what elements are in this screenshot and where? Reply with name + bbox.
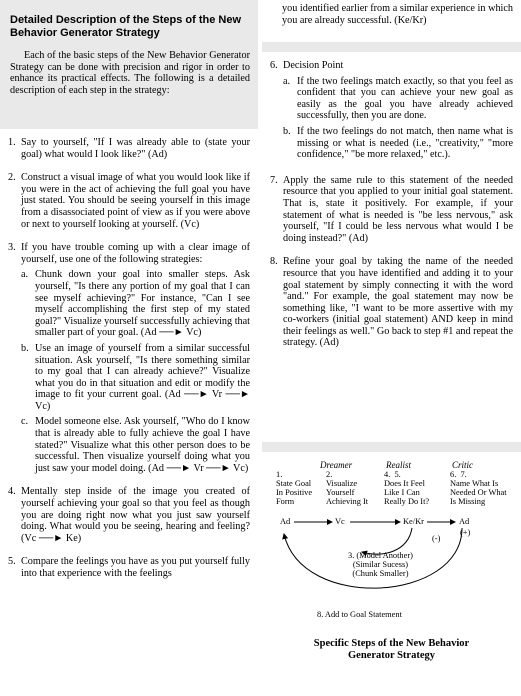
step-8-label: 8. Add to Goal Statement — [317, 610, 402, 619]
step-text: Say to yourself, "If I was already able to (state your goal) what would I look like?" (Ad) — [21, 137, 250, 160]
step-text: Apply the same rule to this statement of the needed resource that you applied to your initial goal statement. That is, state it positively. For example, if your statement of what is needed is "be less nervous," ask yourself, "If I could be less nervous what would I be doing instead?" (Ad) — [283, 174, 513, 244]
substep-text: Model someone else. Ask yourself, "Who do I know that is already able to fully achieve the goal I have stated?" Visualize what this other person does to be successful. Then visualize yourself doing what you just saw your model doing. (Ad ──► Vr ──► Vc) — [35, 416, 250, 474]
step-number: 3. — [8, 242, 16, 254]
minus-label: (-) — [432, 534, 441, 543]
step-text: Compare the feelings you have as you put yourself fully into that experience with the feelings — [21, 556, 250, 579]
step-4 — [8, 486, 250, 544]
step-text: Construct a visual image of what you would look like if you were in the act of achieving the full goal you have just stated. You should be seeing yourself in this image from a disassociated point of view as if you were above or next to yourself looking at yourself. (Vc) — [21, 172, 250, 230]
critic-heading: Critic — [452, 460, 474, 470]
steps-6-8 — [262, 52, 521, 442]
node-ke-kr: Ke/Kr — [403, 517, 424, 526]
step-number: 2. — [8, 172, 16, 184]
step-3c — [21, 416, 250, 474]
substep-text: Use an image of yourself from a similar successful situation. Ask yourself, "Is there something similar to my goal that I can already achieve?" Visualize what you do in that situation and edit or modify the image to fit your current goal. (Ad ──► Vr ──► Vc) — [35, 342, 250, 412]
intro-paragraph: Each of the basic steps of the New Behavior Generator Strategy can be done with precision and rigor in order to enhance its practical effects. The following is a detailed description of each step in the strategy: — [10, 50, 250, 96]
substep-letter: b. — [283, 125, 291, 137]
section-title: Detailed Description of the Steps of the New Behavior Generator Strategy — [10, 14, 242, 39]
step-5-continued — [262, 0, 521, 42]
substep-letter: c. — [21, 416, 29, 428]
step-text: Decision Point — [283, 60, 344, 71]
step-text: Mentally step inside of the image you created of yourself achieving your goal so that you feel as though you are doing right now what you just saw yourself doing. What would you be seeing, hearing and feeling? (Vc ──► Ke) — [21, 486, 250, 544]
stage-4-5-label: 4. 5. Does It Feel Like I Can Really Do It? — [384, 470, 430, 506]
diagram-caption: Specific Steps of the New Behavior Generator Strategy — [313, 638, 470, 661]
step-number: 5. — [8, 556, 16, 568]
step-7 — [270, 175, 513, 245]
realist-heading: Realist — [386, 460, 411, 470]
step-1 — [8, 137, 250, 160]
continued-text: you identified earlier from a similar experience in which you are already successful. (Ke/Kr) — [282, 3, 513, 26]
stage-2-label: 2. Visualize Yourself Achieving It — [326, 470, 369, 506]
step-3-options: 3. (Model Another) (Similar Sucess) (Chunk Smaller) — [348, 551, 413, 578]
substep-text: Chunk down your goal into smaller steps. Ask yourself, "Is there any portion of my goal that I can see myself achieving?" For instance, "Can I see myself accomplishing the first step of my stated goal?" Visualize yourself successfully achieving that smaller part of your goal. (Ad ──► Vc) — [35, 269, 250, 339]
right-column — [262, 0, 521, 696]
node-ad-2: Ad — [459, 517, 470, 526]
step-number: 8. — [270, 256, 278, 268]
substep-text: If the two feelings match exactly, so that you feel as confident that you can achieve your new goal as easily as the goal you have already achieved successfully, then you are done. — [297, 75, 513, 122]
step-8 — [270, 256, 513, 349]
substep-letter: a. — [283, 75, 291, 87]
step-3 — [8, 242, 250, 474]
step-6a — [283, 76, 513, 122]
step-6 — [270, 60, 513, 161]
step-number: 1. — [8, 137, 16, 148]
substep-letter: a. — [21, 269, 29, 281]
step-number: 4. — [8, 486, 16, 498]
stage-6-7-label: 6. 7. Name What Is Needed Or What Is Missing — [450, 470, 507, 506]
node-ad: Ad — [280, 517, 291, 526]
substep-text: If the two feelings do not match, then name what is missing or what is needed (i.e., "creativity," "more confidence," "be more relaxed," etc.). — [297, 125, 513, 161]
substep-letter: b. — [21, 342, 29, 354]
step-5 — [8, 556, 250, 579]
stage-1-label: 1. State Goal In Positive Form — [276, 470, 313, 506]
step-3a — [21, 269, 250, 339]
step-number: 7. — [270, 174, 278, 186]
step-text: Refine your goal by taking the name of the needed resource that you have identified and adding it to your goal statement by simply connecting it with the word "and." For example, the goal statement may now be something like, "I want to be more assertive with my co-workers (initial goal statement) AND keep in mind their feelings as well." Go back to step #1 and repeat the strategy. (Ad) — [283, 256, 513, 349]
strategy-diagram — [262, 452, 521, 696]
dreamer-heading: Dreamer — [320, 460, 353, 470]
steps-list — [0, 129, 258, 696]
plus-label: (+) — [460, 528, 471, 537]
step-6b — [283, 126, 513, 161]
step-2 — [8, 172, 250, 230]
left-column — [0, 0, 258, 696]
step-number: 6. — [270, 60, 278, 71]
step-3b — [21, 343, 250, 413]
node-vc: Vc — [335, 517, 345, 526]
step-text: If you have trouble coming up with a clear image of yourself, use one of the following strategies: — [21, 242, 250, 265]
